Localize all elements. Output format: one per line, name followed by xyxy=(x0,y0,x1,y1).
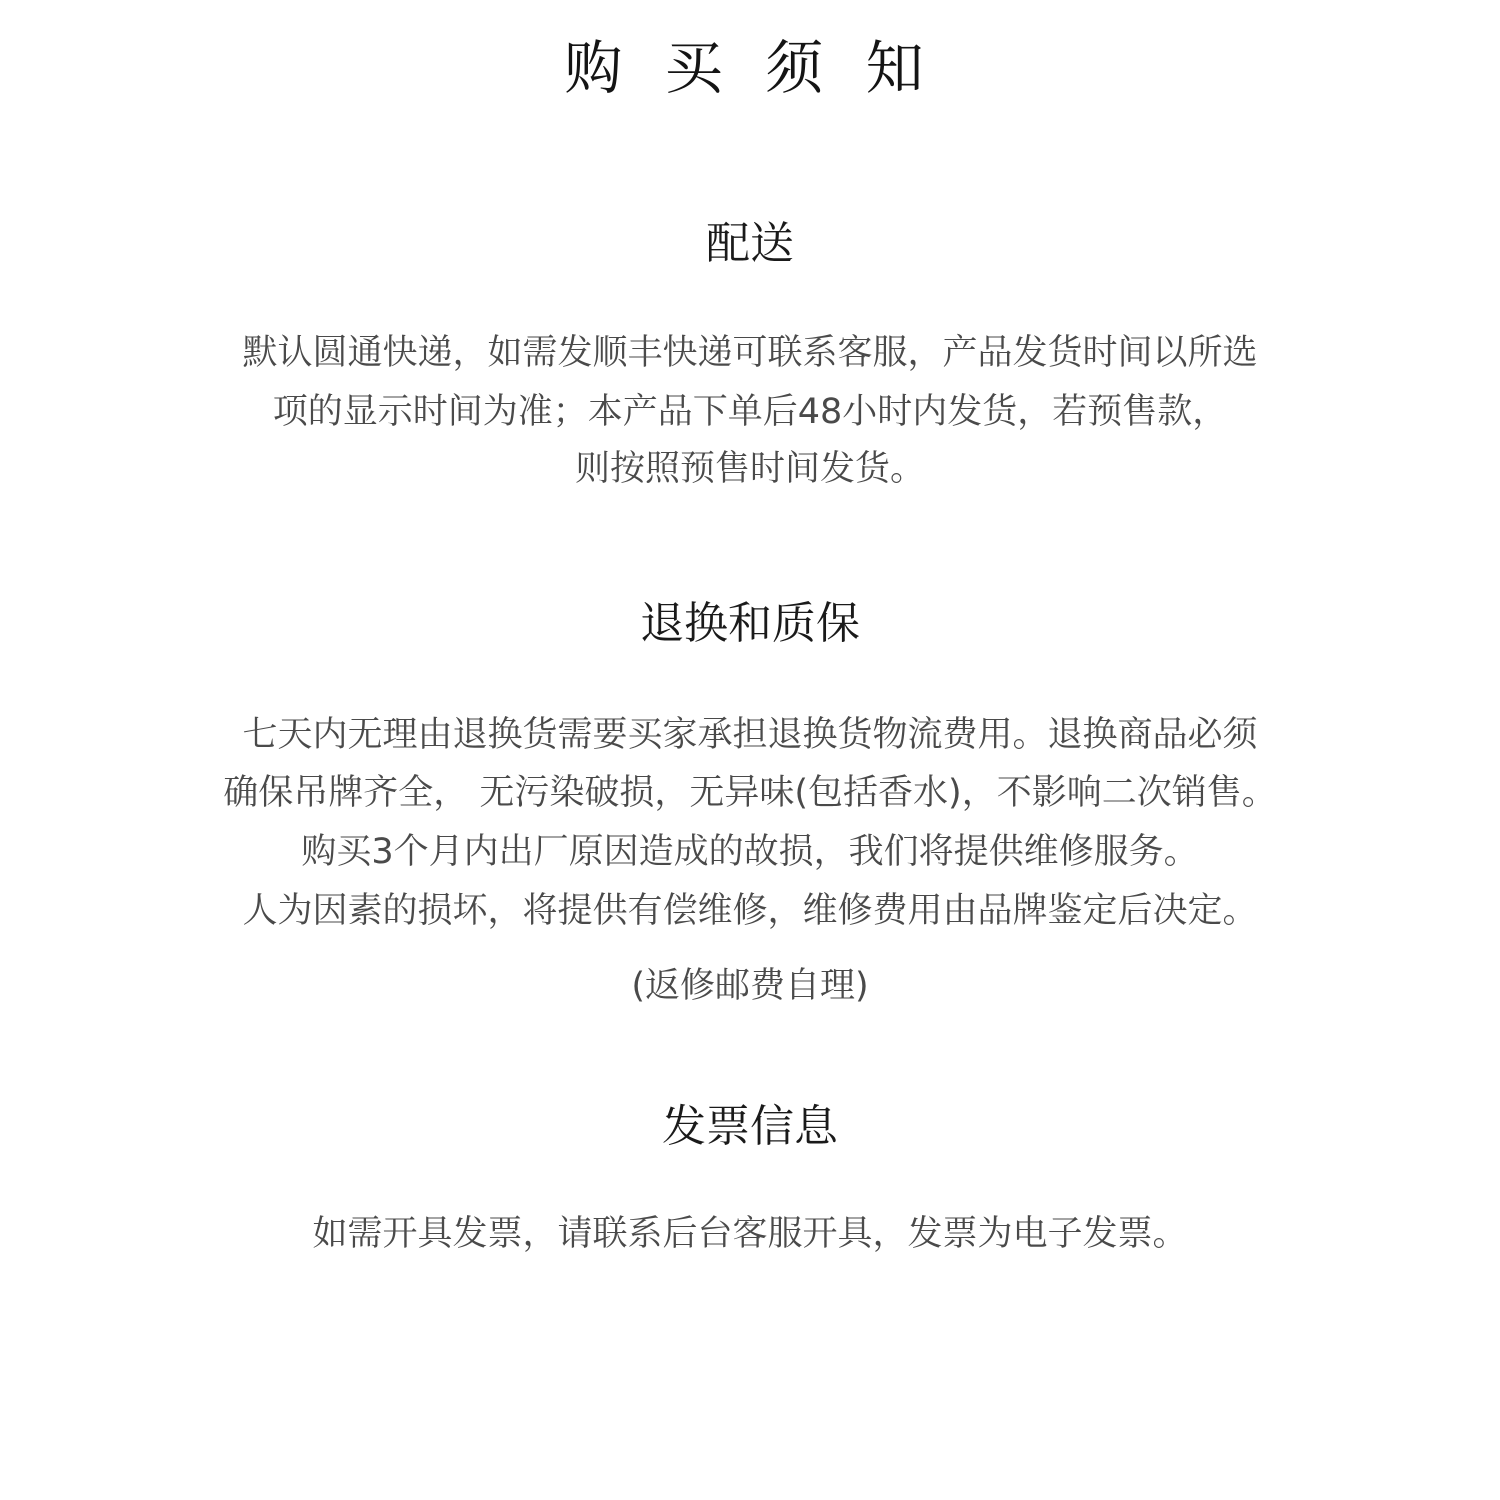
invoice-text-line: 如需开具发票，请联系后台客服开具，发票为电子发票。 xyxy=(312,1214,1188,1254)
invoice-heading: 发票信息 xyxy=(662,1101,838,1152)
returns-text-line: 人为因素的损坏，将提供有偿维修，维修费用由品牌鉴定后决定。 xyxy=(242,891,1258,931)
page-title: 购 买 须 知 xyxy=(564,34,936,102)
delivery-text-line: 项的显示时间为准；本产品下单后48小时内发货，若预售款， xyxy=(272,392,1228,432)
delivery-heading: 配送 xyxy=(706,218,794,269)
returns-text-line: 购买3个月内出厂原因造成的故损，我们将提供维修服务。 xyxy=(301,832,1199,872)
delivery-text-line: 默认圆通快递，如需发顺丰快递可联系客服，产品发货时间以所选 xyxy=(242,333,1258,373)
return-postage-note: (返修邮费自理) xyxy=(631,966,869,1006)
returns-warranty-heading: 退换和质保 xyxy=(640,598,860,649)
returns-text-line: 七天内无理由退换货需要买家承担退换货物流费用。退换商品必须 xyxy=(242,715,1258,755)
delivery-text-line: 则按照预售时间发货。 xyxy=(574,449,925,489)
returns-text-line: 确保吊牌齐全， 无污染破损，无异味(包括香水)，不影响二次销售。 xyxy=(223,773,1277,813)
